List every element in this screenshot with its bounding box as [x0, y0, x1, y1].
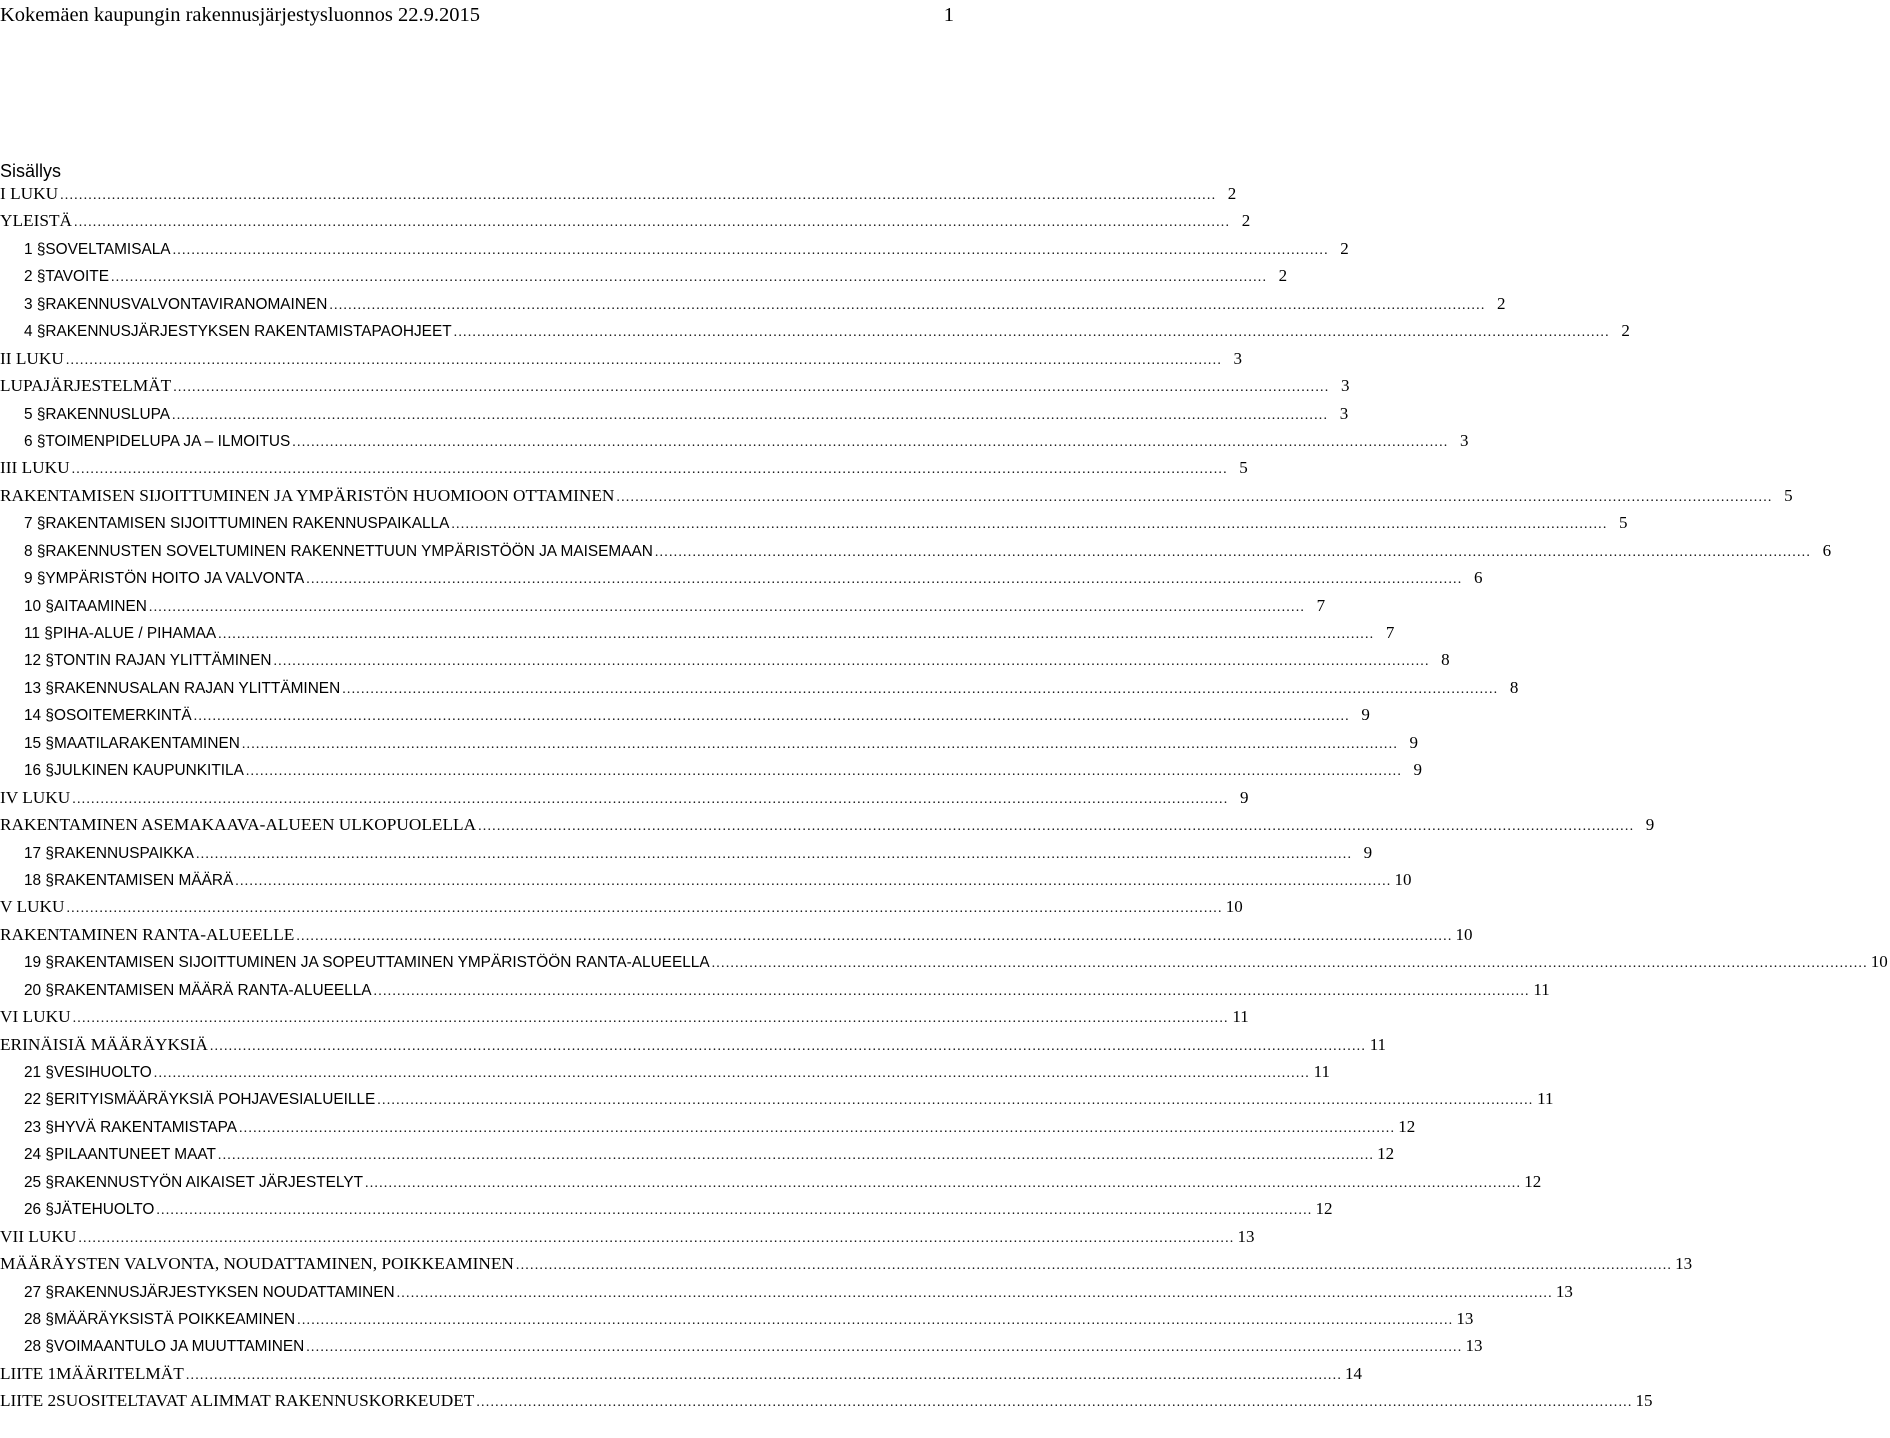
toc-entry-page: 2 — [1497, 293, 1506, 313]
toc-entry-number: 18 § — [24, 871, 54, 889]
toc-entry-page: 12 — [1524, 1171, 1542, 1191]
toc-entry-page: 6 — [1822, 540, 1832, 560]
toc-entry-number: 27 § — [24, 1283, 54, 1301]
toc-entry[interactable] — [0, 1062, 1330, 1089]
toc-entry-number: 28 § — [24, 1310, 54, 1328]
table-of-contents — [0, 184, 1888, 1419]
toc-entry-page: 3 — [1233, 348, 1243, 368]
toc-entry[interactable] — [0, 568, 1483, 595]
toc-entry-page: 10 — [1455, 924, 1473, 944]
toc-entry-page: 10 — [1394, 869, 1412, 889]
toc-entry-number: 17 § — [24, 844, 54, 862]
toc-entry-label: V LUKU — [0, 897, 65, 917]
toc-entry-label: YMPÄRISTÖN HOITO JA VALVONTA — [45, 570, 305, 588]
toc-entry-label: VI LUKU — [0, 1007, 71, 1027]
toc-entry-page: 13 — [1456, 1308, 1474, 1328]
toc-entry-label: OSOITEMERKINTÄ — [53, 707, 192, 725]
toc-entry-label: PILAANTUNEET MAAT — [53, 1146, 216, 1164]
toc-entry[interactable] — [0, 403, 1349, 431]
toc-entry-number: 9 § — [24, 570, 46, 588]
toc-entry-page: 5 — [1619, 513, 1628, 533]
toc-entry-label: RAKENNUSJÄRJESTYKSEN RAKENTAMISTAPAOHJEET — [45, 323, 452, 341]
toc-entry-page: 11 — [1537, 1089, 1554, 1109]
toc-entry-label: SOVELTAMISALA — [45, 240, 171, 258]
toc-entry-label: YLEISTÄ — [0, 211, 72, 231]
toc-entry-label: RAKENTAMINEN ASEMAKAAVA-ALUEEN ULKOPUOLELLA — [0, 815, 477, 835]
toc-entry-number: 21 § — [24, 1064, 54, 1081]
toc-entry-page: 11 — [1369, 1034, 1387, 1054]
toc-dot-leader — [306, 572, 1462, 588]
toc-entry-label: VII LUKU — [0, 1226, 77, 1246]
toc-entry-page: 10 — [1225, 897, 1243, 917]
toc-entry[interactable] — [0, 184, 1237, 211]
toc-entry[interactable] — [0, 1199, 1333, 1226]
toc-dot-leader — [218, 1148, 1374, 1164]
toc-entry-label: MÄÄRÄYSTEN VALVONTA, NOUDATTAMINEN, POIKKEAMINEN — [0, 1254, 514, 1274]
toc-dot-leader — [242, 737, 1398, 753]
toc-entry-page: 3 — [1339, 403, 1349, 423]
toc-entry-number: 14 § — [24, 707, 54, 725]
toc-entry[interactable] — [0, 952, 1888, 979]
toc-entry-label: RAKENNUSALAN RAJAN YLITTÄMINEN — [53, 679, 341, 697]
toc-entry-page: 12 — [1377, 1144, 1395, 1164]
toc-entry-number: 7 § — [24, 515, 46, 533]
toc-dot-leader — [516, 1258, 1672, 1274]
toc-dot-leader — [454, 325, 1610, 341]
toc-entry[interactable] — [0, 1144, 1395, 1171]
toc-dot-leader — [342, 682, 1498, 698]
toc-dot-leader — [616, 490, 1772, 506]
toc-dot-leader — [377, 1093, 1533, 1109]
toc-entry-label: MÄÄRITELMÄT — [56, 1363, 184, 1383]
toc-entry-label: PIHA-ALUE / PIHAMAA — [52, 625, 217, 642]
toc-entry-page: 5 — [1239, 458, 1248, 478]
toc-dot-leader — [239, 1121, 1395, 1137]
toc-entry-number: 28 § — [24, 1338, 54, 1356]
toc-entry[interactable] — [0, 1089, 1554, 1116]
toc-entry-label: TONTIN RAJAN YLITTÄMINEN — [53, 652, 272, 670]
toc-entry[interactable] — [0, 1226, 1255, 1254]
toc-entry-label: RAKENTAMINEN RANTA-ALUEELLE — [0, 924, 295, 944]
toc-entry-page: 5 — [1784, 485, 1793, 505]
toc-entry-number: 15 § — [24, 734, 54, 752]
toc-entry-page: 13 — [1555, 1281, 1573, 1301]
toc-entry-page: 10 — [1870, 952, 1888, 972]
toc-entry-label: VOIMAANTULO JA MUUTTAMINEN — [53, 1338, 305, 1356]
toc-entry-page: 3 — [1460, 430, 1469, 450]
toc-entry[interactable] — [0, 595, 1326, 623]
toc-entry-label: ERINÄISIÄ MÄÄRÄYKSIÄ — [0, 1034, 208, 1054]
toc-entry-page: 9 — [1363, 842, 1373, 862]
toc-entry-page: 15 — [1635, 1391, 1653, 1411]
toc-dot-leader — [712, 956, 1868, 972]
toc-entry-number: 5 § — [24, 405, 46, 423]
toc-entry-label: RAKENNUSVALVONTAVIRANOMAINEN — [45, 295, 328, 313]
toc-dot-leader — [156, 1203, 1312, 1219]
toc-entry[interactable] — [0, 650, 1450, 677]
toc-heading: Sisällys — [0, 161, 62, 181]
toc-dot-leader — [172, 408, 1328, 424]
toc-dot-leader — [66, 901, 1222, 917]
toc-entry-label: ERITYISMÄÄRÄYKSIÄ POHJAVESIALUEILLE — [53, 1091, 376, 1109]
toc-dot-leader — [476, 1395, 1632, 1411]
toc-entry-number: 11 § — [24, 625, 53, 642]
toc-entry-number: 8 § — [24, 542, 46, 560]
toc-entry-label: LUPAJÄRJESTELMÄT — [0, 376, 172, 396]
toc-entry-page: 9 — [1361, 705, 1370, 725]
toc-entry-label: IV LUKU — [0, 787, 71, 807]
toc-entry[interactable] — [0, 1391, 1653, 1418]
toc-entry-label: JULKINEN KAUPUNKITILA — [53, 762, 244, 780]
toc-entry[interactable] — [0, 815, 1655, 842]
toc-dot-leader — [655, 545, 1811, 561]
toc-entry[interactable] — [0, 787, 1249, 815]
toc-dot-leader — [154, 1066, 1310, 1082]
toc-entry-page: 11 — [1533, 979, 1550, 999]
toc-entry-number: 16 § — [24, 762, 54, 780]
toc-entry-page: 13 — [1465, 1336, 1483, 1356]
toc-entry-number: LIITE 1 — [0, 1363, 57, 1383]
toc-dot-leader — [306, 1340, 1462, 1356]
toc-entry[interactable] — [0, 1171, 1542, 1199]
toc-entry-page: 12 — [1315, 1199, 1333, 1219]
toc-dot-leader — [78, 1231, 1234, 1247]
toc-entry-label: MÄÄRÄYKSISTÄ POIKKEAMINEN — [53, 1310, 296, 1328]
toc-dot-leader — [73, 1011, 1229, 1027]
header-page-number: 1 — [943, 4, 954, 26]
toc-entry[interactable] — [0, 485, 1793, 513]
toc-entry[interactable] — [0, 842, 1373, 870]
toc-dot-leader — [218, 627, 1374, 643]
toc-entry-number: LIITE 2 — [0, 1391, 57, 1411]
toc-entry-page: 13 — [1675, 1254, 1693, 1274]
toc-entry[interactable] — [0, 348, 1243, 376]
toc-dot-leader — [173, 243, 1329, 259]
toc-entry-page: 2 — [1340, 238, 1349, 258]
toc-dot-leader — [60, 188, 1216, 204]
toc-dot-leader — [397, 1286, 1553, 1302]
toc-entry-page: 14 — [1345, 1363, 1363, 1383]
toc-entry-number: 19 § — [24, 954, 54, 972]
toc-dot-leader — [365, 1176, 1521, 1192]
toc-entry-label: III LUKU — [0, 458, 70, 478]
toc-entry-label: RAKENNUSJÄRJESTYKSEN NOUDATTAMINEN — [53, 1283, 395, 1301]
toc-entry-label: TAVOITE — [45, 268, 109, 286]
toc-dot-leader — [210, 1039, 1366, 1055]
toc-entry[interactable] — [0, 1281, 1573, 1309]
toc-entry-number: 23 § — [24, 1118, 54, 1136]
toc-dot-leader — [292, 435, 1448, 451]
toc-entry-page: 9 — [1645, 815, 1655, 835]
toc-entry-label: RAKENTAMISEN MÄÄRÄ — [53, 871, 234, 889]
toc-entry[interactable] — [0, 321, 1630, 348]
toc-entry-page: 7 — [1385, 623, 1395, 642]
toc-dot-leader — [296, 929, 1452, 945]
toc-entry[interactable] — [0, 677, 1519, 705]
toc-entry[interactable] — [0, 211, 1251, 238]
toc-entry-number: 13 § — [24, 679, 54, 697]
toc-entry-label: RAKENNUSLUPA — [45, 405, 170, 423]
toc-dot-leader — [149, 600, 1305, 616]
toc-dot-leader — [329, 298, 1485, 314]
toc-entry-page: 2 — [1241, 211, 1251, 231]
toc-entry[interactable] — [0, 924, 1473, 952]
toc-entry-page: 9 — [1239, 787, 1249, 807]
toc-entry[interactable] — [0, 897, 1243, 924]
toc-entry[interactable] — [0, 760, 1423, 787]
toc-entry[interactable] — [0, 376, 1350, 403]
toc-dot-leader — [173, 380, 1329, 396]
toc-dot-leader — [66, 353, 1222, 369]
toc-entry[interactable] — [0, 430, 1469, 458]
toc-entry-label: I LUKU — [0, 184, 59, 203]
toc-entry-label: RAKENNUSTEN SOVELTUMINEN RAKENNETTUUN YMPÄRISTÖÖN JA MAISEMAAN — [45, 542, 653, 560]
toc-entry[interactable] — [0, 1308, 1474, 1336]
toc-dot-leader — [478, 819, 1634, 835]
toc-entry-number: 6 § — [24, 432, 46, 450]
toc-entry-label: JÄTEHUOLTO — [53, 1201, 155, 1219]
toc-entry-label: RAKENTAMISEN SIJOITTUMINEN JA YMPÄRISTÖN HUOMIOON OTTAMINEN — [0, 485, 615, 505]
toc-entry[interactable] — [0, 513, 1628, 540]
toc-entry-number: 1 § — [24, 240, 46, 258]
toc-entry-page: 3 — [1340, 376, 1350, 396]
toc-entry[interactable] — [0, 293, 1506, 321]
toc-entry-number: 4 § — [24, 323, 46, 341]
toc-entry[interactable] — [0, 1034, 1387, 1062]
toc-dot-leader — [72, 792, 1228, 808]
toc-entry-number: 22 § — [24, 1091, 54, 1109]
toc-entry-page: 6 — [1473, 568, 1483, 588]
toc-entry[interactable] — [0, 623, 1395, 650]
toc-entry-number: 24 § — [24, 1146, 54, 1164]
toc-dot-leader — [72, 462, 1228, 478]
toc-entry-label: HYVÄ RAKENTAMISTAPA — [53, 1118, 237, 1136]
toc-entry-label: TOIMENPIDELUPA JA – ILMOITUS — [45, 432, 291, 450]
toc-entry[interactable] — [0, 732, 1419, 760]
toc-dot-leader — [273, 654, 1429, 670]
toc-entry-label: RAKENTAMISEN SIJOITTUMINEN RAKENNUSPAIKALLA — [45, 515, 450, 533]
toc-entry-label: RAKENTAMISEN SIJOITTUMINEN JA SOPEUTTAMINEN YMPÄRISTÖÖN RANTA-ALUEELLA — [53, 954, 710, 972]
toc-entry-page: 8 — [1509, 677, 1519, 697]
toc-entry[interactable] — [0, 238, 1349, 266]
toc-entry-page: 9 — [1409, 732, 1419, 752]
toc-entry-page: 12 — [1398, 1116, 1416, 1136]
toc-entry-number: 2 § — [24, 268, 46, 286]
toc-entry[interactable] — [0, 1336, 1483, 1363]
toc-entry-page: 7 — [1316, 595, 1326, 615]
toc-entry-page: 2 — [1621, 321, 1630, 341]
document-header-title: Kokemäen kaupungin rakennusjärjestysluonnos 22.9.2015 — [0, 4, 480, 26]
toc-dot-leader — [246, 764, 1402, 780]
toc-entry-label: SUOSITELTAVAT ALIMMAT RAKENNUSKORKEUDET — [56, 1391, 475, 1411]
toc-entry-page: 8 — [1441, 650, 1450, 670]
toc-dot-leader — [297, 1313, 1453, 1329]
toc-entry-page: 11 — [1232, 1007, 1249, 1027]
toc-entry[interactable] — [0, 869, 1412, 897]
toc-dot-leader — [111, 270, 1267, 286]
toc-entry[interactable] — [0, 705, 1370, 732]
toc-entry[interactable] — [0, 1116, 1416, 1144]
toc-dot-leader — [74, 215, 1230, 231]
toc-dot-leader — [451, 517, 1607, 533]
toc-entry[interactable] — [0, 458, 1248, 485]
toc-entry-number: 25 § — [24, 1173, 54, 1191]
toc-entry-page: 13 — [1237, 1226, 1255, 1246]
toc-entry-page: 9 — [1413, 760, 1423, 780]
toc-entry-label: RAKENNUSTYÖN AIKAISET JÄRJESTELYT — [53, 1173, 363, 1191]
toc-entry[interactable] — [0, 540, 1832, 568]
toc-entry-number: 26 § — [24, 1201, 54, 1219]
toc-dot-leader — [374, 984, 1530, 1000]
toc-dot-leader — [194, 709, 1350, 725]
toc-entry-number: 3 § — [24, 295, 46, 313]
toc-entry[interactable] — [0, 1007, 1249, 1034]
toc-entry-label: AITAAMINEN — [53, 597, 147, 615]
toc-entry-number: 12 § — [24, 652, 54, 670]
toc-entry-page: 11 — [1313, 1062, 1330, 1081]
toc-entry-label: MAATILARAKENTAMINEN — [53, 734, 240, 752]
toc-entry[interactable] — [0, 1254, 1693, 1281]
toc-entry-number: 10 § — [24, 597, 54, 615]
toc-entry-number: 20 § — [24, 981, 54, 999]
toc-entry-label: VESIHUOLTO — [53, 1064, 152, 1081]
toc-entry-page: 2 — [1227, 184, 1237, 203]
toc-entry-label: II LUKU — [0, 348, 64, 368]
toc-entry-label: RAKENTAMISEN MÄÄRÄ RANTA-ALUEELLA — [53, 981, 372, 999]
toc-dot-leader — [235, 874, 1391, 890]
toc-entry-label: RAKENNUSPAIKKA — [53, 844, 194, 862]
toc-dot-leader — [186, 1368, 1342, 1384]
toc-entry[interactable] — [0, 979, 1550, 1007]
toc-entry[interactable] — [0, 266, 1288, 293]
toc-entry-page: 2 — [1278, 266, 1288, 286]
toc-dot-leader — [196, 847, 1352, 863]
toc-entry[interactable] — [0, 1363, 1363, 1391]
